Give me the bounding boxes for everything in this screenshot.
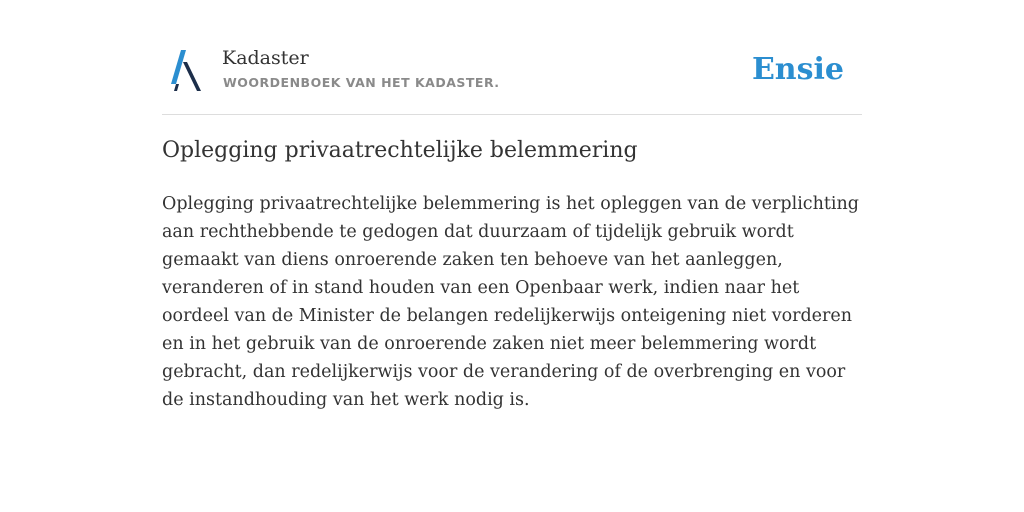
kadaster-logo-icon[interactable] [170, 50, 202, 92]
brand-subtitle: WOORDENBOEK VAN HET KADASTER. [223, 75, 500, 90]
header [162, 40, 862, 115]
entry-definition: Oplegging privaatrechtelijke belemmering is het opleggen van de verplichting aan rechthebbende te gedogen dat duurzaam of tijdelijk gebruik wordt gemaakt van diens onroerende zaken ten behoeve van het aanleggen, veranderen of in stand houden van een Openbaar werk, indien naar het oordeel van de Minister de belangen redelijkerwijs onteigening niet vorderen en in het gebruik van de onroerende zaken niet meer belemmering wordt gebracht, dan redelijkerwijs voor de verandering of de overbrenging en voor de instandhouding van het werk nodig is. [162, 194, 859, 410]
ensie-logo-link[interactable]: Ensie [751, 52, 844, 87]
brand-name[interactable]: Kadaster [222, 47, 309, 69]
entry-title: Oplegging privaatrechtelijke belemmering [162, 138, 638, 163]
